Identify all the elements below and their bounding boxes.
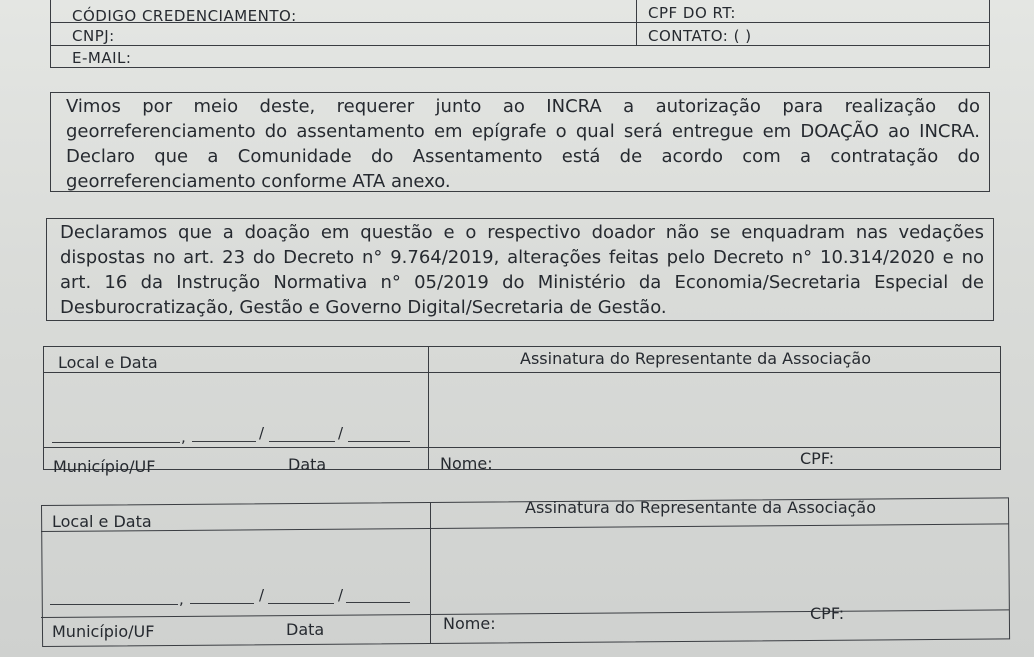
comma-separator: ,	[179, 590, 184, 608]
contato-label: CONTATO: ( )	[648, 27, 752, 45]
day-blank[interactable]	[192, 441, 256, 442]
municipio-uf-label: Município/UF	[53, 457, 156, 476]
nome-label: Nome:	[440, 454, 493, 473]
date-slash: /	[338, 424, 344, 442]
declaracao-text: Declaramos que a doação em questão e o respectivo doador não se enquadram nas vedações dispostas no art. 23 do Decreto n° 9.764/2019, alterações feitas pelo Decreto n° 10.314/2020 e no art. 16 da Instrução Normativa n° 05/2019 do Ministério da Economia/Secretaria Especial de Desburocratização, Gestão e Governo Digital/Secretaria de Gestão.	[60, 222, 984, 318]
signature-col-divider	[430, 503, 431, 644]
month-blank[interactable]	[269, 441, 335, 442]
date-slash: /	[259, 424, 265, 442]
comma-separator: ,	[181, 428, 186, 446]
day-blank[interactable]	[190, 603, 254, 604]
signature-col-divider	[428, 346, 429, 470]
signature-block	[41, 497, 1010, 647]
municipio-uf-label: Município/UF	[52, 622, 155, 641]
nome-label: Nome:	[443, 614, 496, 633]
date-slash: /	[259, 586, 265, 604]
data-label: Data	[286, 620, 325, 639]
signature-footer-divider	[43, 447, 1001, 448]
municipio-blank[interactable]	[50, 604, 178, 605]
year-blank[interactable]	[346, 602, 410, 603]
assinatura-label: Assinatura do Representante da Associação	[525, 498, 877, 517]
year-blank[interactable]	[348, 441, 410, 442]
municipio-blank[interactable]	[52, 442, 180, 443]
local-data-label: Local e Data	[52, 512, 152, 531]
cpf-label: CPF:	[800, 449, 835, 468]
date-slash: /	[338, 586, 344, 604]
cpf-rt-label: CPF DO RT:	[648, 4, 736, 22]
local-data-label: Local e Data	[58, 353, 158, 372]
signature-header-divider	[43, 372, 1001, 373]
email-label: E-MAIL:	[72, 49, 132, 67]
data-label: Data	[288, 455, 327, 474]
header-col-divider	[636, 0, 637, 45]
cpf-label: CPF:	[810, 604, 845, 623]
requerimento-text: Vimos por meio deste, requerer junto ao INCRA a autorização para realização do georreferenciamento do assentamento em epígrafe o qual será entregue em DOAÇÃO ao INCRA. Declaro que a Comunidade do Assentamento está de acordo com a contratação do georreferenciamento conforme ATA anexo.	[66, 96, 980, 192]
header-row-divider	[50, 45, 990, 46]
codigo-credenciamento-label: CÓDIGO CREDENCIAMENTO:	[72, 7, 297, 25]
month-blank[interactable]	[268, 603, 334, 604]
assinatura-label: Assinatura do Representante da Associação	[520, 349, 872, 368]
cnpj-label: CNPJ:	[72, 27, 115, 45]
